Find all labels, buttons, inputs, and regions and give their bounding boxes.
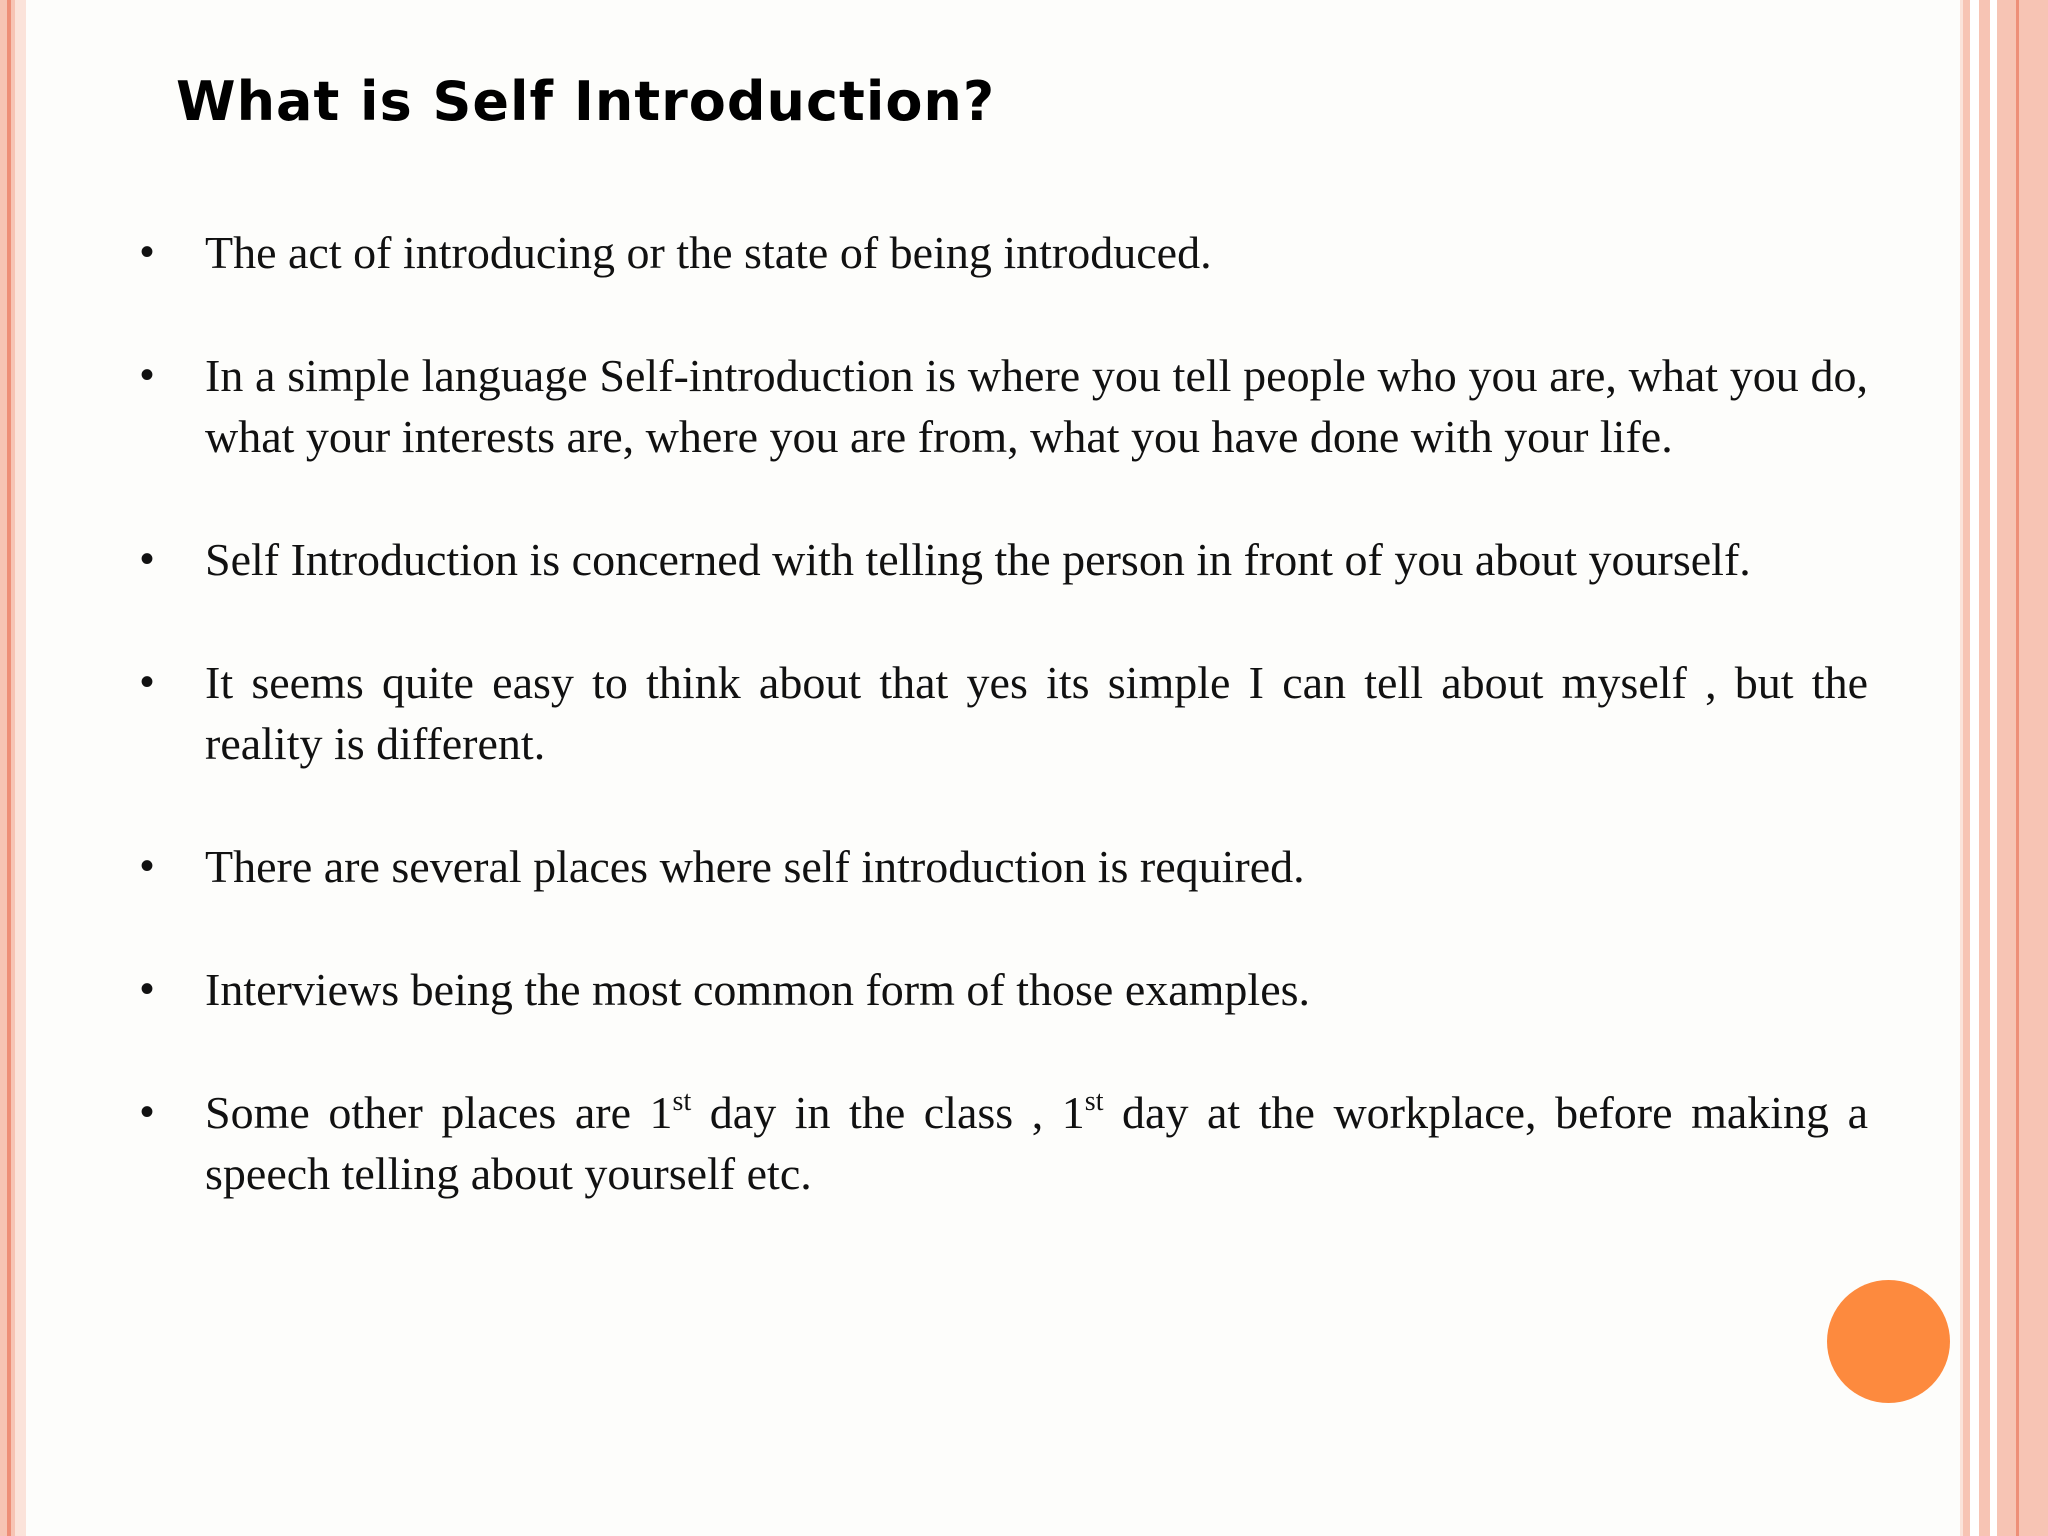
orange-circle-decoration [1827, 1280, 1950, 1403]
bullet-dot-icon: • [140, 660, 155, 704]
bullet-dot-icon: • [140, 353, 155, 397]
ordinal-suffix: st [1084, 1086, 1104, 1117]
slide-title: What is Self Introduction? [176, 70, 996, 133]
bullet-dot-icon: • [140, 230, 155, 274]
bullet-item [140, 959, 1868, 1020]
bullet-text-part: day in the class , 1 [691, 1087, 1085, 1138]
bullet-text: Interviews being the most common form of those examples. [205, 964, 1311, 1015]
bullet-text-part: day at the workplace, before making a speech telling about yourself etc. [205, 1087, 1869, 1199]
bullet-item [140, 345, 1868, 467]
bullet-item-places [140, 1082, 1868, 1204]
bullet-text: It seems quite easy to think about that yes its simple I can tell about myself , but the reality is different. [205, 657, 1868, 769]
bullet-dot-icon: • [140, 1090, 155, 1134]
right-decorative-border [1960, 0, 2048, 1536]
left-decorative-border [0, 0, 26, 1536]
bullet-dot-icon: • [140, 844, 155, 888]
ordinal-suffix: st [672, 1086, 692, 1117]
bullet-text: There are several places where self introduction is required. [205, 841, 1305, 892]
bullet-dot-icon: • [140, 537, 155, 581]
bullet-dot-icon: • [140, 967, 155, 1011]
bullet-item [140, 652, 1868, 774]
bullet-text: In a simple language Self-introduction is where you tell people who you are, what you do, what your interests are, where you are from, what you have done with your life. [205, 350, 1868, 462]
bullet-list [140, 222, 1868, 1204]
bullet-text: Self Introduction is concerned with telling the person in front of you about yourself. [205, 534, 1751, 585]
bullet-item [140, 222, 1868, 283]
bullet-text [205, 1087, 1868, 1199]
bullet-item [140, 836, 1868, 897]
bullet-item [140, 529, 1868, 590]
bullet-text: The act of introducing or the state of being introduced. [205, 227, 1212, 278]
bullet-text-part: Some other places are 1 [205, 1087, 673, 1138]
